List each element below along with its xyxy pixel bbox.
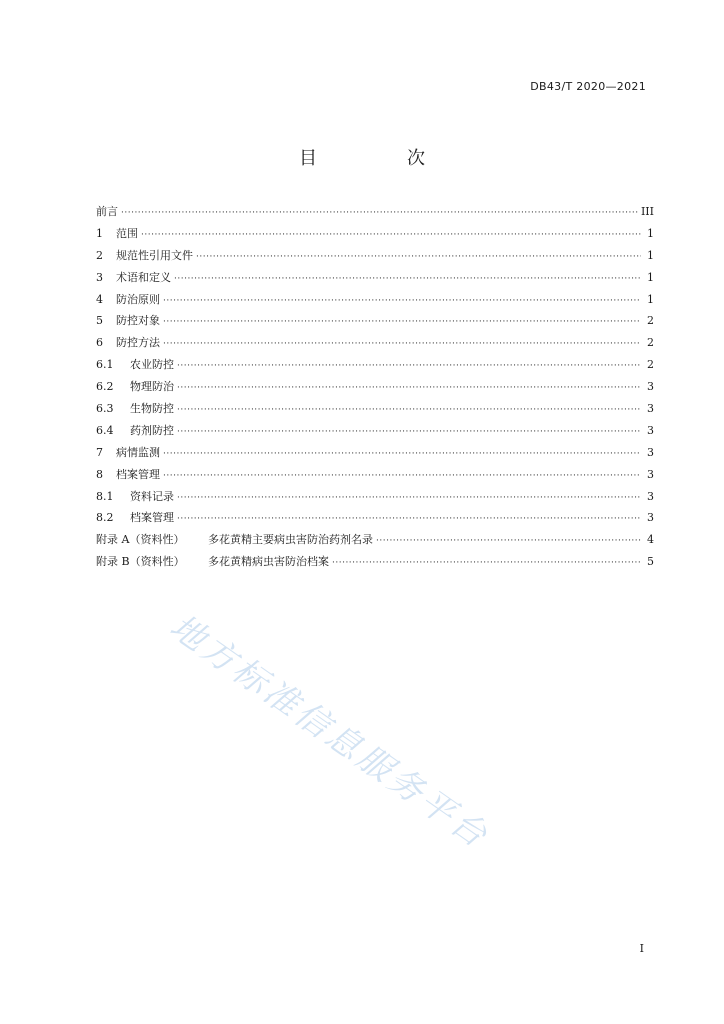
toc-entry-title: 资料记录 <box>130 489 174 503</box>
toc-entry-number: 5 <box>96 314 103 328</box>
toc-entry[interactable] <box>96 312 654 334</box>
toc-entry[interactable] <box>96 291 654 313</box>
toc-entry-number: 6 <box>96 336 103 350</box>
toc-entry-number: 6.2 <box>96 380 114 394</box>
watermark-text: 地方标准信息服务平台 <box>162 606 497 858</box>
toc-entry-title: 前言 <box>96 205 118 218</box>
toc-entry-label <box>96 422 174 438</box>
toc-entry-title: 规范性引用文件 <box>116 248 193 262</box>
toc-entry-number: 2 <box>96 248 103 262</box>
toc-entry-label <box>96 356 174 372</box>
toc-entry[interactable] <box>96 334 654 356</box>
toc-entry[interactable] <box>96 378 654 400</box>
toc-entry-label <box>96 378 174 394</box>
toc-entry[interactable] <box>96 269 654 291</box>
toc-entry-number: 6.3 <box>96 402 114 416</box>
toc-entry-page: 3 <box>647 511 654 525</box>
toc-entry-title: 多花黄精主要病虫害防治药剂名录 <box>208 533 373 547</box>
toc-entry-title: 防控方法 <box>116 336 160 350</box>
toc-leader-dots <box>163 339 641 349</box>
toc-leader-dots <box>177 514 641 524</box>
toc-leader-dots <box>163 449 641 459</box>
toc-entry-label <box>96 203 118 219</box>
toc-entry-page: 3 <box>647 402 654 416</box>
toc-entry-label <box>96 225 138 241</box>
toc-entry-number: 附录 B（资料性） <box>96 555 185 569</box>
toc-entry-page: 5 <box>647 555 654 569</box>
toc-entry-number: 6.1 <box>96 358 114 372</box>
toc-leader-dots <box>177 493 641 503</box>
toc-entry-title: 档案管理 <box>116 467 160 481</box>
toc-leader-dots <box>177 405 641 415</box>
toc-leader-dots <box>376 536 641 546</box>
toc-entry-label <box>96 531 373 547</box>
toc-leader-dots <box>121 208 638 218</box>
toc-entry-page: 1 <box>647 226 654 240</box>
toc-entry-title: 生物防控 <box>130 402 174 416</box>
standard-code: DB43/T 2020—2021 <box>530 80 646 93</box>
toc-entry-page: III <box>640 205 654 218</box>
toc-entry-page: 1 <box>647 292 654 306</box>
toc-entry-label <box>96 488 174 504</box>
toc-entry-label <box>96 334 160 350</box>
toc-entry-label <box>96 444 160 460</box>
toc-entry-number: 6.4 <box>96 423 114 437</box>
toc-entry-label <box>96 247 193 263</box>
toc-entry-page: 2 <box>647 336 654 350</box>
toc-entry-page: 3 <box>647 380 654 394</box>
toc-entry-page: 1 <box>647 270 654 284</box>
toc-entry-title: 防治原则 <box>116 292 160 306</box>
toc-entry-page: 2 <box>647 358 654 372</box>
toc-entry-number: 7 <box>96 445 103 459</box>
toc-entry[interactable] <box>96 356 654 378</box>
toc-entry-label <box>96 291 160 307</box>
toc-entry-title: 防控对象 <box>116 314 160 328</box>
toc-entry[interactable] <box>96 488 654 510</box>
toc-entry[interactable] <box>96 400 654 422</box>
toc-entry-title: 范围 <box>116 226 138 240</box>
toc-entry-title: 病情监测 <box>116 445 160 459</box>
toc-entry-appendix-b[interactable] <box>96 553 654 575</box>
toc-entry-label <box>96 269 171 285</box>
toc-leader-dots <box>332 558 641 568</box>
toc-entry-number: 8.2 <box>96 511 114 525</box>
toc-leader-dots <box>141 230 641 240</box>
toc-entry-title: 农业防控 <box>130 358 174 372</box>
toc-entry-page: 3 <box>647 489 654 503</box>
toc-entry-page: 3 <box>647 467 654 481</box>
toc-entry-title: 多花黄精病虫害防治档案 <box>208 555 329 569</box>
toc-entry-number: 8.1 <box>96 489 114 503</box>
toc-entry-appendix-a[interactable] <box>96 531 654 553</box>
page-number: I <box>639 942 644 955</box>
toc-entry[interactable] <box>96 422 654 444</box>
toc-entry-title: 档案管理 <box>130 511 174 525</box>
toc-entry-page: 2 <box>647 314 654 328</box>
toc-entry-page: 3 <box>647 423 654 437</box>
toc-entry[interactable] <box>96 203 654 225</box>
toc-leader-dots <box>177 383 641 393</box>
toc-leader-dots <box>163 317 641 327</box>
toc-leader-dots <box>174 274 641 284</box>
toc-leader-dots <box>196 252 641 262</box>
toc-entry-title: 术语和定义 <box>116 270 171 284</box>
toc-entry-title: 药剂防控 <box>130 423 174 437</box>
toc-entry[interactable] <box>96 509 654 531</box>
page-title: 目 次 <box>299 148 461 169</box>
toc-entry-number: 1 <box>96 226 103 240</box>
toc-entry-page: 1 <box>647 248 654 262</box>
toc-entry-label <box>96 400 174 416</box>
toc-leader-dots <box>177 427 641 437</box>
toc-entry-number: 4 <box>96 292 103 306</box>
toc-entry[interactable] <box>96 444 654 466</box>
toc-leader-dots <box>163 296 641 306</box>
toc-entry-page: 3 <box>647 445 654 459</box>
toc-entry-title: 物理防治 <box>130 380 174 394</box>
toc-entry-label <box>96 466 160 482</box>
toc-entry-number: 3 <box>96 270 103 284</box>
toc-leader-dots <box>177 361 641 371</box>
table-of-contents <box>96 203 654 575</box>
toc-entry-label <box>96 509 174 525</box>
toc-entry-number: 8 <box>96 467 103 481</box>
toc-entry[interactable] <box>96 466 654 488</box>
toc-entry-label <box>96 312 160 328</box>
toc-leader-dots <box>163 471 641 481</box>
toc-entry[interactable] <box>96 225 654 247</box>
toc-entry-page: 4 <box>647 533 654 547</box>
toc-entry-number: 附录 A（资料性） <box>96 533 185 547</box>
toc-entry-label <box>96 553 329 569</box>
toc-entry[interactable] <box>96 247 654 269</box>
